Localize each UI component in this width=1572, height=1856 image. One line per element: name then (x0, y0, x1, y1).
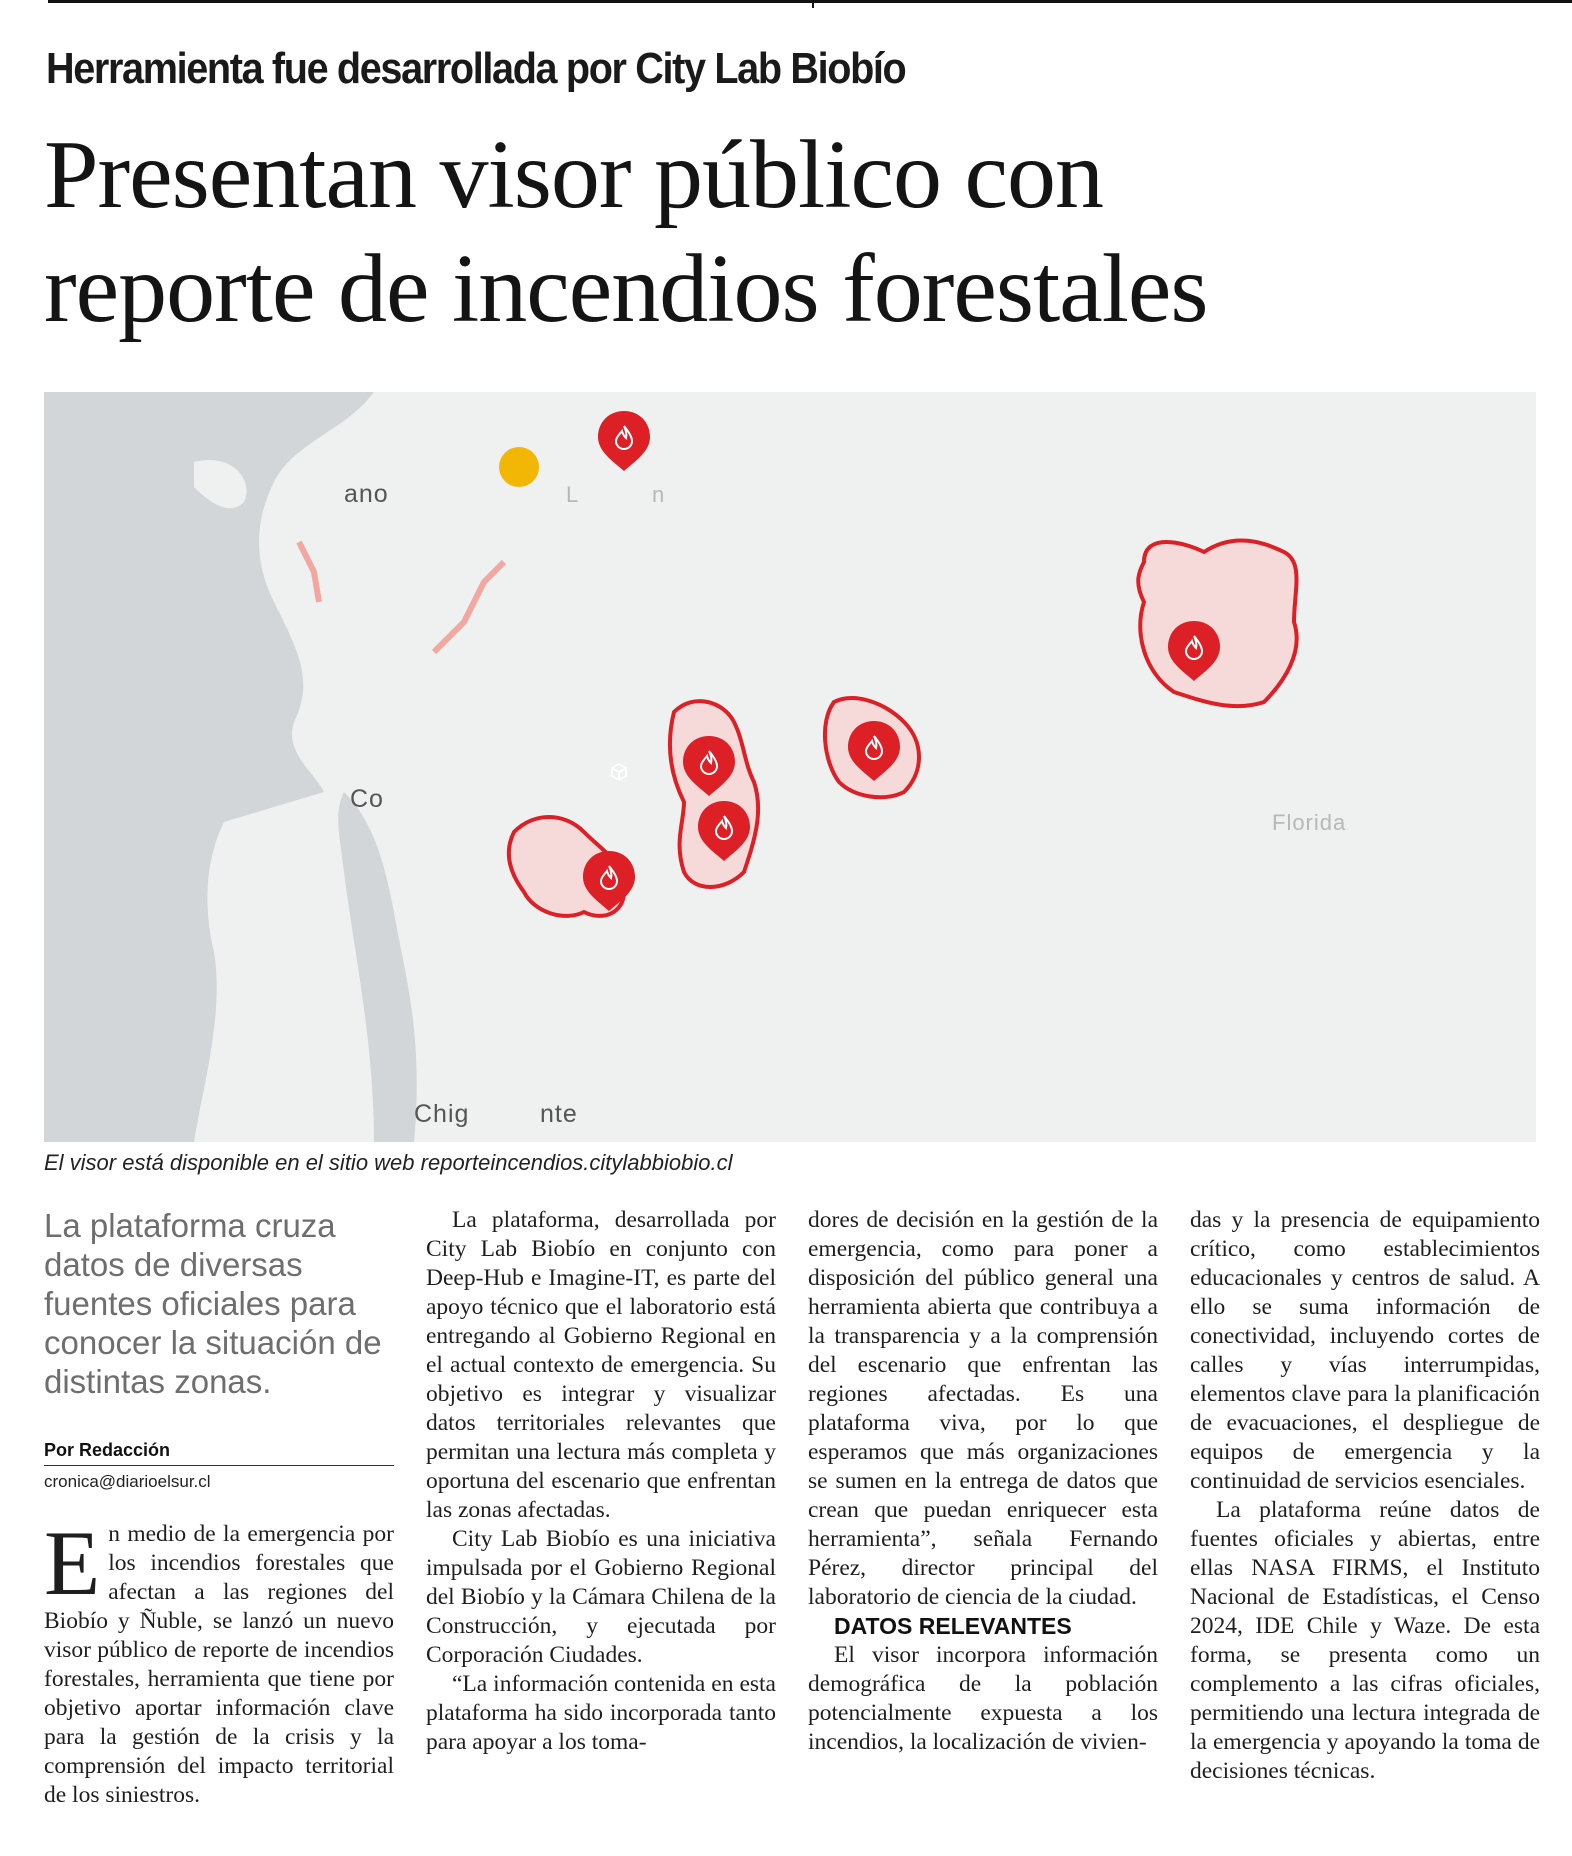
map-label-concepcion: Co (350, 785, 384, 813)
map-label-chiguayante-a: Chig (414, 1100, 470, 1128)
drop-cap: E (44, 1512, 101, 1614)
road-highlight-2 (299, 542, 319, 602)
headline (44, 118, 1544, 346)
map-label-florida: Florida (1272, 810, 1347, 835)
housing-markers (499, 447, 626, 780)
paragraph: City Lab Biobío es una iniciativa impulsada por el Gobierno Regional del Biobío y la Cámara Chilena de la Construcción, y ejecutada por Corporación Ciudades. (426, 1526, 776, 1668)
paragraph: das y la presencia de equipamiento crítico, como establecimientos educacionales y centros de salud. A ello se suma información de conectividad, incluyendo cortes de calles y vías interrumpidas, elementos clave para la planificación de evacuaciones, el despliegue de equipos de emergencia y la continuidad de servicios esenciales. (1190, 1207, 1540, 1494)
body-column-1 (44, 1512, 394, 1810)
map-label-lirquen: L (566, 482, 580, 507)
wildfire-map[interactable] (44, 392, 1536, 1142)
paragraph: dores de decisión en la gestión de la emergencia, como para poner a disposición del público general una herramienta abierta que contribuya a la transparencia y a la comprensión del escenario que enfrentan las regiones afectadas. Es una plataforma viva, por lo que esperamos que más organizaciones se sumen en la entrega de datos que crean que puedan enriquecer esta herramienta”, señala Fernando Pérez, director principal del laboratorio de ciencia de la ciudad. (808, 1207, 1158, 1610)
map-canvas (44, 392, 1536, 1142)
body-column-4 (1190, 1206, 1540, 1786)
river-biobio (338, 792, 416, 1142)
top-rule (48, 0, 1572, 3)
paragraph: El visor incorpora información demográfica de la población potencialmente expuesta a los incendios, la localización de vivien- (808, 1642, 1158, 1755)
map-caption: El visor está disponible en el sitio web reporteincendios.citylabbiobio.cl (44, 1150, 733, 1175)
paragraph-text: n medio de la emergencia por los incendios forestales que afectan a las regiones del Biobío y Ñuble, se lanzó un nuevo visor público de reporte de incendios forestales, herramienta que tiene por objetivo aportar información clave para la gestión de la crisis y la comprensión del impacto territorial de los siniestros. (44, 1521, 394, 1808)
byline-name: Por Redacción (44, 1440, 171, 1460)
bay-water (44, 392, 374, 1142)
paragraph: La plataforma reúne datos de fuentes oficiales y abiertas, entre ellas NASA FIRMS, el Instituto Nacional de Estadísticas, el Censo 2024, IDE Chile y Waze. De esta forma, se presenta como un complemento a las cifras oficiales, permitiendo una lectura integrada de la emergencia y apoyando la toma de decisiones técnicas. (1190, 1497, 1540, 1784)
map-label-chiguayante-b: nte (540, 1100, 578, 1128)
paragraph: “La información contenida en esta plataforma ha sido incorporada tanto para apoyar a los toma- (426, 1671, 776, 1755)
subhead: DATOS RELEVANTES (834, 1613, 1072, 1639)
deck: La plataforma cruza datos de diversas fuentes oficiales para conocer la situación de distintas zonas. (44, 1207, 382, 1400)
headline-line-2: reporte de incendios forestales (44, 235, 1208, 343)
paragraph: La plataforma, desarrollada por City Lab Biobío en conjunto con Deep-Hub e Imagine-IT, es parte del apoyo técnico que el laboratorio está entregando al Gobierno Regional en el actual contexto de emergencia. Su objetivo es integrar y visualizar datos territoriales relevantes que permitan una lectura más completa y oportuna del escenario que enfrentan las zonas afectadas. (426, 1207, 776, 1523)
byline-rule (44, 1465, 394, 1466)
byline-email: cronica@diarioelsur.cl (44, 1472, 211, 1491)
paragraph (44, 1512, 394, 1810)
top-rule-tick (812, 0, 814, 8)
body-column-3 (808, 1206, 1158, 1757)
headline-line-1: Presentan visor público con (44, 121, 1103, 229)
map-label-lirquen-tail: n (652, 482, 666, 507)
map-label-talcahuano: ano (344, 480, 389, 508)
kicker: Herramienta fue desarrollada por City Lab Biobío (46, 44, 906, 93)
road-highlight (434, 562, 504, 652)
body-column-2 (426, 1206, 776, 1757)
